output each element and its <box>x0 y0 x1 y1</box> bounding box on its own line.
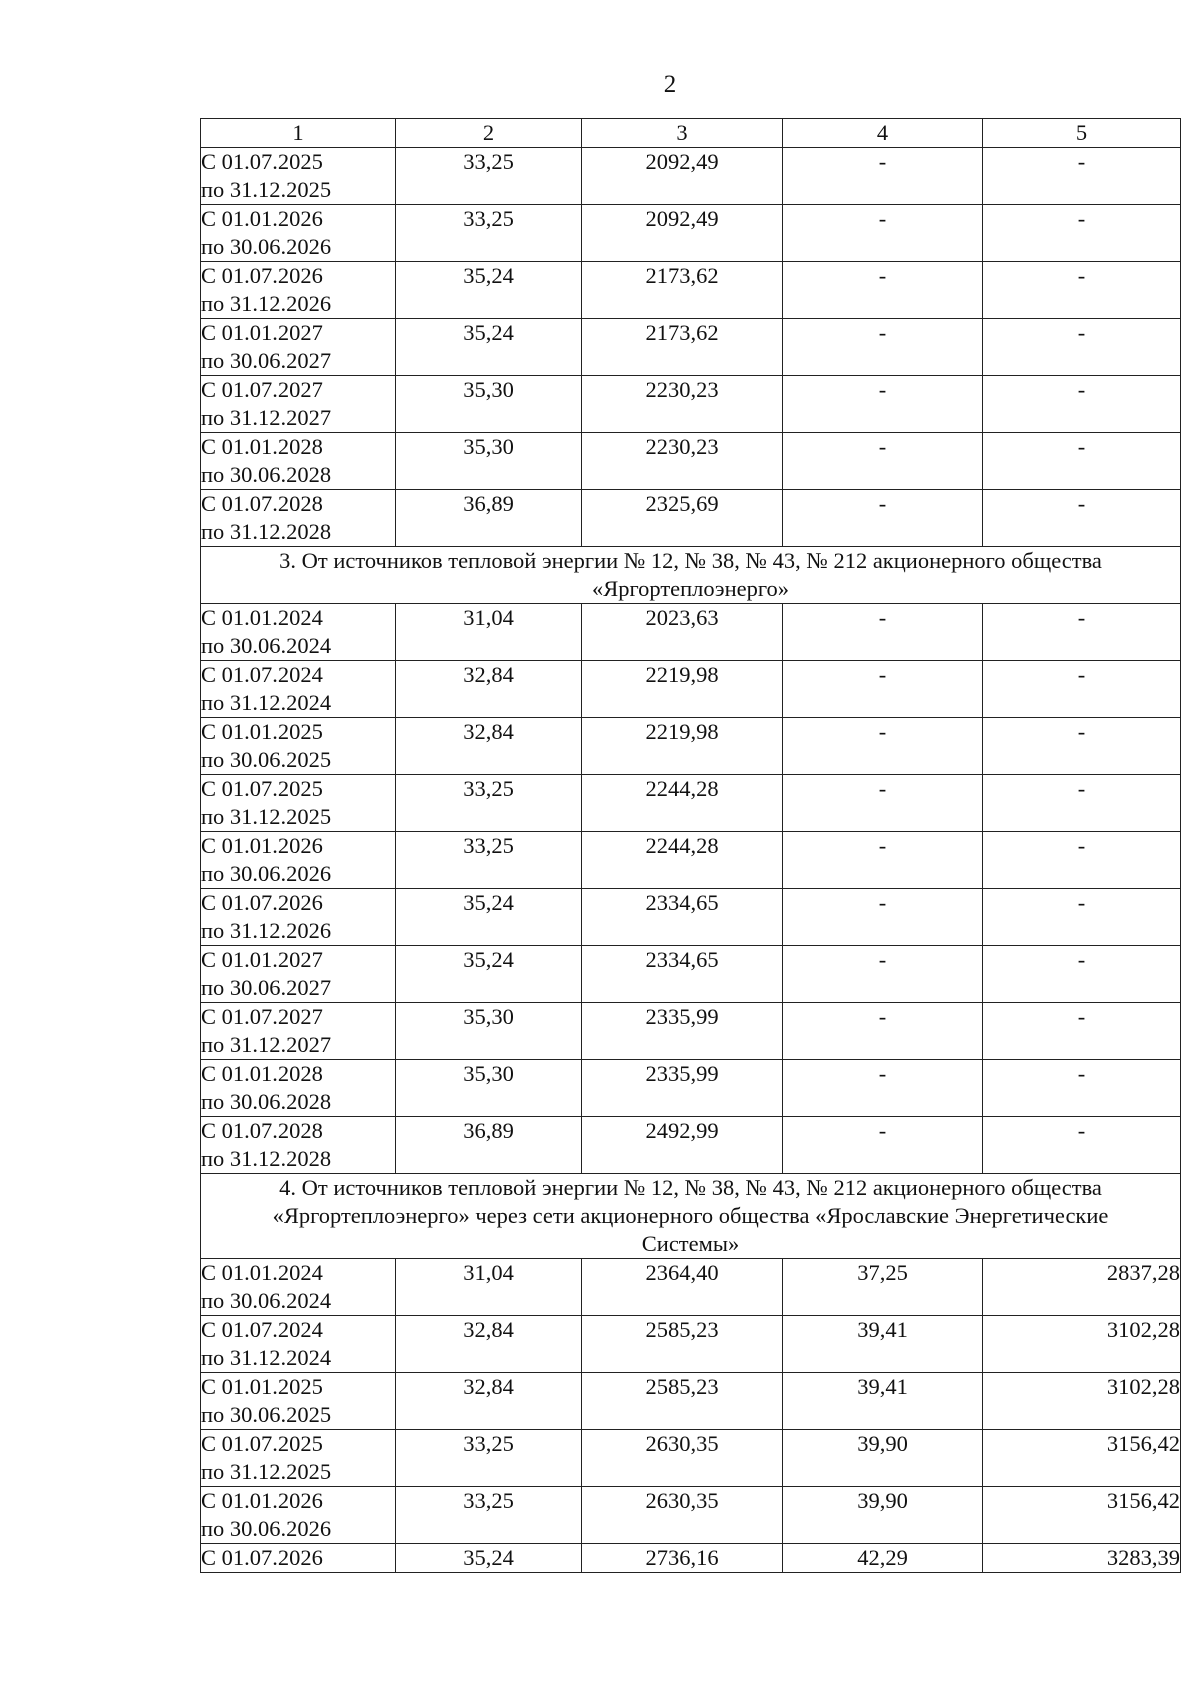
period-from: С 01.01.2028 <box>201 1061 323 1086</box>
value-cell-col5: - <box>983 889 1181 946</box>
value-cell-col3: 2334,65 <box>582 889 783 946</box>
table-header <box>201 119 1181 148</box>
table-row <box>201 376 1181 433</box>
value-cell-col5: - <box>983 490 1181 547</box>
value-cell-col2: 31,04 <box>396 604 582 661</box>
table-row <box>201 1373 1181 1430</box>
value-cell-col3: 2335,99 <box>582 1003 783 1060</box>
period-to: по 30.06.2025 <box>201 747 332 772</box>
table-row <box>201 205 1181 262</box>
value-cell-col2: 33,25 <box>396 148 582 205</box>
period-to: по 30.06.2026 <box>201 1516 332 1541</box>
value-cell-col4: - <box>783 148 983 205</box>
value-cell-col4: - <box>783 319 983 376</box>
column-number-row <box>201 119 1181 148</box>
section-heading-line: «Яргортеплоэнерго» <box>591 576 790 601</box>
period-to: по 30.06.2026 <box>201 234 332 259</box>
period-cell <box>201 1316 396 1373</box>
value-cell-col4: - <box>783 490 983 547</box>
period-to: по 31.12.2027 <box>201 1032 332 1057</box>
period-cell <box>201 262 396 319</box>
value-cell-col2: 35,24 <box>396 262 582 319</box>
period-to: по 30.06.2026 <box>201 861 332 886</box>
value-cell-col3: 2630,35 <box>582 1487 783 1544</box>
value-cell-col5: - <box>983 319 1181 376</box>
value-cell-col5: - <box>983 661 1181 718</box>
period-cell <box>201 148 396 205</box>
period-to: по 30.06.2028 <box>201 1089 332 1114</box>
value-cell-col4: - <box>783 832 983 889</box>
period-from: С 01.07.2025 <box>201 776 323 801</box>
value-cell-col2: 35,24 <box>396 889 582 946</box>
value-cell-col2: 35,24 <box>396 319 582 376</box>
period-from: С 01.01.2026 <box>201 206 323 231</box>
table-row <box>201 946 1181 1003</box>
table-row <box>201 718 1181 775</box>
table-row <box>201 490 1181 547</box>
period-from: С 01.07.2025 <box>201 149 323 174</box>
period-cell <box>201 1373 396 1430</box>
section-heading-line: «Яргортеплоэнерго» через сети акционерного общества «Ярославские Энергетические <box>272 1203 1109 1228</box>
value-cell-col2: 32,84 <box>396 718 582 775</box>
table-row <box>201 1060 1181 1117</box>
value-cell-col5: - <box>983 376 1181 433</box>
period-from: С 01.07.2028 <box>201 491 323 516</box>
period-to: по 30.06.2024 <box>201 633 332 658</box>
value-cell-col4: - <box>783 205 983 262</box>
value-cell-col3: 2244,28 <box>582 832 783 889</box>
value-cell-col4: - <box>783 661 983 718</box>
period-cell <box>201 832 396 889</box>
period-from: С 01.07.2025 <box>201 1431 323 1456</box>
period-cell <box>201 376 396 433</box>
table-row <box>201 1117 1181 1174</box>
column-header-1: 1 <box>201 119 396 148</box>
value-cell-col2: 32,84 <box>396 1373 582 1430</box>
value-cell-col5: - <box>983 148 1181 205</box>
value-cell-col5: 2837,28 <box>983 1259 1181 1316</box>
period-from: С 01.07.2026 <box>201 890 323 915</box>
value-cell-col2: 36,89 <box>396 1117 582 1174</box>
section-heading-line: 3. От источников тепловой энергии № 12, № 38, № 43, № 212 акционерного общества <box>279 548 1102 573</box>
value-cell-col3: 2325,69 <box>582 490 783 547</box>
value-cell-col4: - <box>783 1003 983 1060</box>
table-row <box>201 433 1181 490</box>
period-cell <box>201 604 396 661</box>
section-heading-row <box>201 547 1181 604</box>
value-cell-col3: 2630,35 <box>582 1430 783 1487</box>
period-cell <box>201 1003 396 1060</box>
value-cell-col3: 2585,23 <box>582 1373 783 1430</box>
period-to: по 30.06.2025 <box>201 1402 332 1427</box>
value-cell-col5: - <box>983 832 1181 889</box>
period-from: С 01.07.2028 <box>201 1118 323 1143</box>
period-from: С 01.01.2024 <box>201 1260 323 1285</box>
value-cell-col2: 33,25 <box>396 1487 582 1544</box>
period-cell <box>201 718 396 775</box>
period-from: С 01.01.2024 <box>201 605 323 630</box>
section-heading-row <box>201 1174 1181 1259</box>
value-cell-col2: 35,30 <box>396 376 582 433</box>
table-row <box>201 1316 1181 1373</box>
value-cell-col4: - <box>783 1060 983 1117</box>
period-to: по 31.12.2024 <box>201 1345 332 1370</box>
table-row <box>201 1544 1181 1573</box>
value-cell-col3: 2219,98 <box>582 661 783 718</box>
period-to: по 31.12.2025 <box>201 804 332 829</box>
value-cell-col4: - <box>783 775 983 832</box>
value-cell-col2: 33,25 <box>396 205 582 262</box>
period-cell <box>201 1430 396 1487</box>
value-cell-col5: - <box>983 775 1181 832</box>
value-cell-col3: 2173,62 <box>582 262 783 319</box>
period-to: по 31.12.2025 <box>201 1459 332 1484</box>
value-cell-col2: 35,30 <box>396 1003 582 1060</box>
period-to: по 31.12.2026 <box>201 291 332 316</box>
value-cell-col4: - <box>783 1117 983 1174</box>
column-header-2: 2 <box>396 119 582 148</box>
value-cell-col4: - <box>783 718 983 775</box>
period-to: по 30.06.2024 <box>201 1288 332 1313</box>
table-row <box>201 604 1181 661</box>
value-cell-col2: 32,84 <box>396 661 582 718</box>
value-cell-col5: - <box>983 1003 1181 1060</box>
table-row <box>201 148 1181 205</box>
value-cell-col5: - <box>983 604 1181 661</box>
period-cell <box>201 319 396 376</box>
value-cell-col5: - <box>983 1060 1181 1117</box>
value-cell-col3: 2092,49 <box>582 148 783 205</box>
value-cell-col4: - <box>783 946 983 1003</box>
period-from: С 01.01.2025 <box>201 1374 323 1399</box>
value-cell-col2: 35,24 <box>396 1544 582 1573</box>
value-cell-col2: 33,25 <box>396 832 582 889</box>
period-cell <box>201 1259 396 1316</box>
value-cell-col4: - <box>783 889 983 946</box>
period-cell <box>201 1117 396 1174</box>
table-row <box>201 775 1181 832</box>
value-cell-col5: - <box>983 946 1181 1003</box>
value-cell-col5: 3283,39 <box>983 1544 1181 1573</box>
value-cell-col4: - <box>783 262 983 319</box>
period-cell <box>201 889 396 946</box>
table-row <box>201 1430 1181 1487</box>
section-heading <box>201 1174 1181 1259</box>
period-from: С 01.01.2026 <box>201 833 323 858</box>
period-from: С 01.07.2026 <box>201 263 323 288</box>
period-to: по 30.06.2027 <box>201 975 332 1000</box>
period-cell <box>201 1487 396 1544</box>
period-to: по 31.12.2026 <box>201 918 332 943</box>
value-cell-col2: 36,89 <box>396 490 582 547</box>
value-cell-col5: 3156,42 <box>983 1487 1181 1544</box>
value-cell-col4: 39,41 <box>783 1316 983 1373</box>
period-cell <box>201 1544 396 1573</box>
value-cell-col4: 42,29 <box>783 1544 983 1573</box>
table-row <box>201 1259 1181 1316</box>
value-cell-col5: - <box>983 718 1181 775</box>
page-number: 2 <box>663 71 677 98</box>
value-cell-col3: 2492,99 <box>582 1117 783 1174</box>
period-from: С 01.07.2024 <box>201 1317 323 1342</box>
value-cell-col3: 2334,65 <box>582 946 783 1003</box>
value-cell-col3: 2173,62 <box>582 319 783 376</box>
value-cell-col4: - <box>783 604 983 661</box>
table-row <box>201 832 1181 889</box>
period-from: С 01.01.2027 <box>201 320 323 345</box>
period-to: по 30.06.2028 <box>201 462 332 487</box>
value-cell-col5: - <box>983 205 1181 262</box>
period-from: С 01.01.2025 <box>201 719 323 744</box>
period-to: по 31.12.2028 <box>201 519 332 544</box>
table-row <box>201 262 1181 319</box>
period-to: по 30.06.2027 <box>201 348 332 373</box>
value-cell-col3: 2092,49 <box>582 205 783 262</box>
value-cell-col5: - <box>983 262 1181 319</box>
period-from: С 01.01.2027 <box>201 947 323 972</box>
value-cell-col5: 3102,28 <box>983 1373 1181 1430</box>
table-row <box>201 1487 1181 1544</box>
table-row <box>201 1003 1181 1060</box>
value-cell-col2: 32,84 <box>396 1316 582 1373</box>
value-cell-col4: 39,90 <box>783 1430 983 1487</box>
table-body <box>201 148 1181 1573</box>
period-from: С 01.07.2024 <box>201 662 323 687</box>
value-cell-col5: 3102,28 <box>983 1316 1181 1373</box>
table-row <box>201 889 1181 946</box>
column-header-3: 3 <box>582 119 783 148</box>
value-cell-col4: - <box>783 433 983 490</box>
table-row <box>201 661 1181 718</box>
period-from: С 01.07.2027 <box>201 377 323 402</box>
column-header-5: 5 <box>983 119 1181 148</box>
column-header-4: 4 <box>783 119 983 148</box>
section-heading-line: Системы» <box>641 1231 740 1256</box>
period-cell <box>201 1060 396 1117</box>
value-cell-col3: 2335,99 <box>582 1060 783 1117</box>
period-to: по 31.12.2027 <box>201 405 332 430</box>
value-cell-col3: 2230,23 <box>582 433 783 490</box>
period-to: по 31.12.2028 <box>201 1146 332 1171</box>
value-cell-col5: - <box>983 433 1181 490</box>
value-cell-col3: 2736,16 <box>582 1544 783 1573</box>
value-cell-col2: 31,04 <box>396 1259 582 1316</box>
value-cell-col5: - <box>983 1117 1181 1174</box>
period-cell <box>201 433 396 490</box>
period-from: С 01.07.2026 <box>201 1545 323 1570</box>
value-cell-col2: 35,24 <box>396 946 582 1003</box>
value-cell-col4: - <box>783 376 983 433</box>
section-heading-line: 4. От источников тепловой энергии № 12, № 38, № 43, № 212 акционерного общества <box>279 1175 1102 1200</box>
value-cell-col3: 2364,40 <box>582 1259 783 1316</box>
value-cell-col3: 2585,23 <box>582 1316 783 1373</box>
table-row <box>201 319 1181 376</box>
period-cell <box>201 490 396 547</box>
period-to: по 31.12.2025 <box>201 177 332 202</box>
value-cell-col2: 33,25 <box>396 1430 582 1487</box>
value-cell-col2: 35,30 <box>396 433 582 490</box>
period-to: по 31.12.2024 <box>201 690 332 715</box>
period-cell <box>201 205 396 262</box>
value-cell-col2: 35,30 <box>396 1060 582 1117</box>
value-cell-col4: 39,90 <box>783 1487 983 1544</box>
value-cell-col3: 2244,28 <box>582 775 783 832</box>
value-cell-col3: 2230,23 <box>582 376 783 433</box>
period-cell <box>201 775 396 832</box>
period-from: С 01.01.2026 <box>201 1488 323 1513</box>
value-cell-col5: 3156,42 <box>983 1430 1181 1487</box>
period-from: С 01.07.2027 <box>201 1004 323 1029</box>
value-cell-col4: 37,25 <box>783 1259 983 1316</box>
period-from: С 01.01.2028 <box>201 434 323 459</box>
value-cell-col3: 2219,98 <box>582 718 783 775</box>
period-cell <box>201 946 396 1003</box>
tariff-table <box>200 118 1181 1573</box>
section-heading <box>201 547 1181 604</box>
value-cell-col2: 33,25 <box>396 775 582 832</box>
value-cell-col4: 39,41 <box>783 1373 983 1430</box>
period-cell <box>201 661 396 718</box>
value-cell-col3: 2023,63 <box>582 604 783 661</box>
